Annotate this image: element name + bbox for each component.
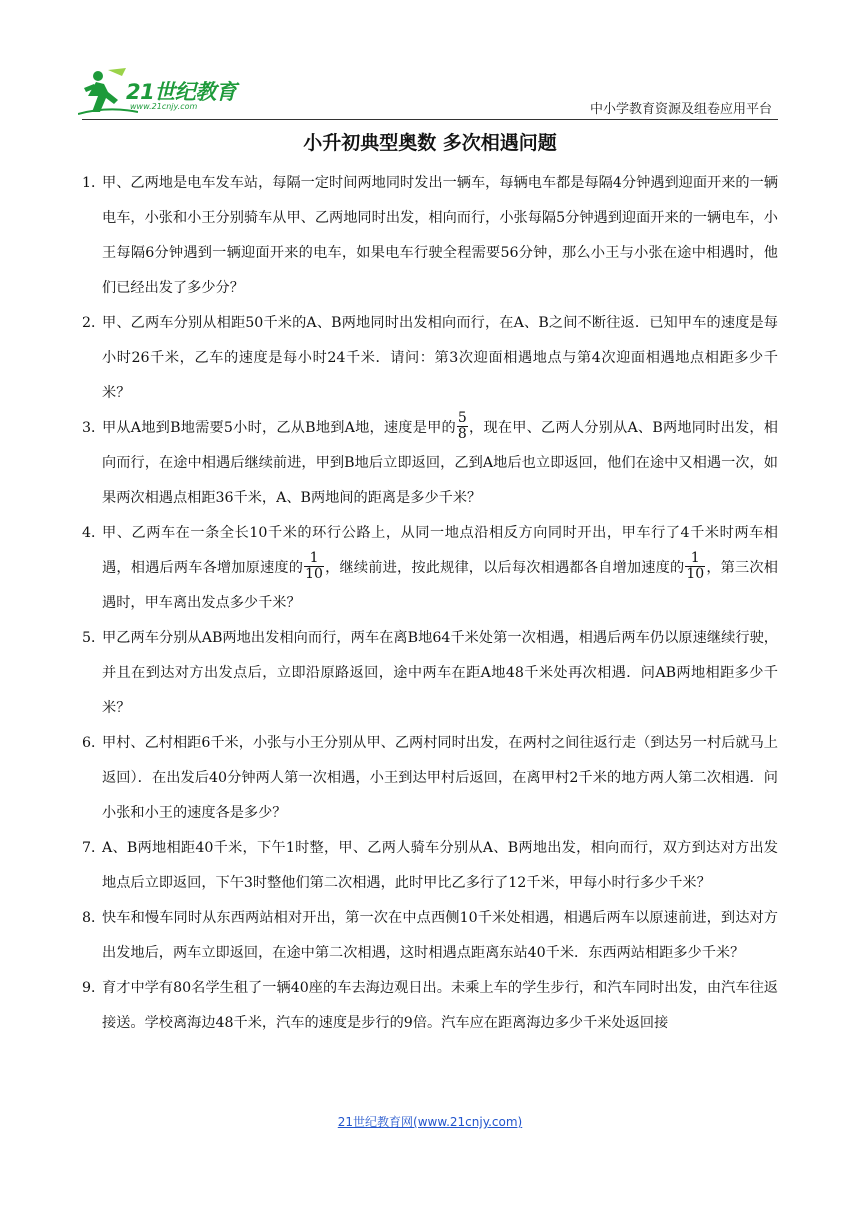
problem-2	[82, 306, 778, 411]
problem-text: 育才中学有80名学生租了一辆40座的车去海边观日出。未乘上车的学生步行，和汽车同时出发，由汽车往返接送。学校离海边48千米，汽车的速度是步行的9倍。汽车应在距离海边多少千米处返回接	[102, 980, 778, 1031]
problem-number: 7．	[82, 840, 106, 856]
platform-name: 中小学教育资源及组卷应用平台	[589, 102, 772, 117]
footer-link[interactable]: 21世纪教育网(www.21cnjy.com)	[337, 1115, 523, 1129]
fraction	[304, 551, 324, 582]
problem-text-part: ，现在甲、乙两人分别从A、B两地同时出发，相向而行，在途中相遇后继续前进，甲到B地后立即返回，乙到A地后也立即返回，他们在途中又相遇一次，如果两次相遇点相距36千米，A、B两地间的距离是多少千米？	[102, 420, 778, 506]
fraction-denominator: 8	[457, 425, 467, 442]
page-header	[0, 0, 860, 120]
problem-6	[82, 726, 778, 831]
problem-list	[82, 166, 778, 1041]
problem-5	[82, 621, 778, 726]
problem-number: 9．	[82, 980, 106, 996]
problem-number: 1．	[82, 175, 106, 191]
fraction-numerator: 1	[685, 551, 705, 567]
problem-number: 5．	[82, 630, 106, 646]
fraction-denominator: 10	[686, 565, 705, 582]
problem-4	[82, 516, 778, 621]
problem-1	[82, 166, 778, 306]
problem-text-part: ，第三次相遇时，甲车离出发点多少千米？	[102, 560, 778, 611]
fraction	[457, 411, 468, 442]
problem-text: 甲、乙两车分别从相距50千米的A、B两地同时出发相向而行，在A、B之间不断往返．已知甲车的速度是每小时26千米，乙车的速度是每小时24千米．请问：第3次迎面相遇地点与第4次迎面相遇地点相距多少千米？	[102, 315, 778, 401]
problem-text	[102, 411, 778, 516]
problem-9	[82, 971, 778, 1041]
fraction	[685, 551, 705, 582]
problem-number: 8．	[82, 910, 106, 926]
problem-text	[102, 516, 778, 621]
problem-text-part: 甲、乙两车在一条全长10千米的环行公路上，从同一地点沿相反方向同时开出，甲车行了4千米时两车相遇，相遇后两车各增加原速度的	[102, 525, 778, 576]
problem-number: 6．	[82, 735, 106, 751]
fraction-denominator: 10	[305, 565, 323, 582]
problem-8	[82, 901, 778, 971]
logo-text: 21世纪教育	[126, 80, 237, 104]
problem-text-part: ，继续前进，按此规律，以后每次相遇都各自增加速度的	[324, 560, 685, 576]
problem-text-part: 甲从A地到B地需要5小时，乙从B地到A地，速度是甲的	[102, 420, 456, 436]
problem-text: 甲乙两车分别从AB两地出发相向而行，两车在离B地64千米处第一次相遇，相遇后两车仍以原速继续行驶，并且在到达对方出发点后，立即沿原路返回，途中两车在距A地48千米处再次相遇．问AB两地相距多少千米？	[102, 630, 778, 716]
header-divider	[82, 119, 778, 120]
problem-text: 甲、乙两地是电车发车站，每隔一定时间两地同时发出一辆车，每辆电车都是每隔4分钟遇到迎面开来的一辆电车，小张和小王分别骑车从甲、乙两地同时出发，相向而行，小张每隔5分钟遇到迎面开来的一辆电车，小王每隔6分钟遇到一辆迎面开来的电车，如果电车行驶全程需要56分钟，那么小王与小张在途中相遇时，他们已经出发了多少分？	[102, 175, 778, 296]
problem-text: 快车和慢车同时从东西两站相对开出，第一次在中点西侧10千米处相遇，相遇后两车以原速前进，到达对方出发地后，两车立即返回，在途中第二次相遇，这时相遇点距离东站40千米．东西两站相距多少千米？	[102, 910, 778, 961]
problem-number: 3．	[82, 420, 106, 436]
fraction-numerator: 5	[457, 409, 467, 426]
logo-url: www.21cnjy.com	[130, 102, 198, 111]
fraction-numerator: 1	[304, 551, 324, 567]
logo	[78, 66, 258, 120]
page-title: 小升初典型奥数 多次相遇问题	[303, 132, 557, 154]
problem-number: 2．	[82, 315, 106, 331]
problem-3	[82, 411, 778, 516]
problem-7	[82, 831, 778, 901]
problem-text: 甲村、乙村相距6千米，小张与小王分别从甲、乙两村同时出发，在两村之间往返行走（到达另一村后就马上返回）．在出发后40分钟两人第一次相遇，小王到达甲村后返回，在离甲村2千米的地方两人第二次相遇．问小张和小王的速度各是多少？	[102, 735, 778, 821]
problem-text: A、B两地相距40千米，下午1时整，甲、乙两人骑车分别从A、B两地出发，相向而行，双方到达对方出发地点后立即返回，下午3时整他们第二次相遇，此时甲比乙多行了12千米，甲每小时行多少千米？	[102, 840, 778, 891]
problem-number: 4．	[82, 525, 106, 541]
